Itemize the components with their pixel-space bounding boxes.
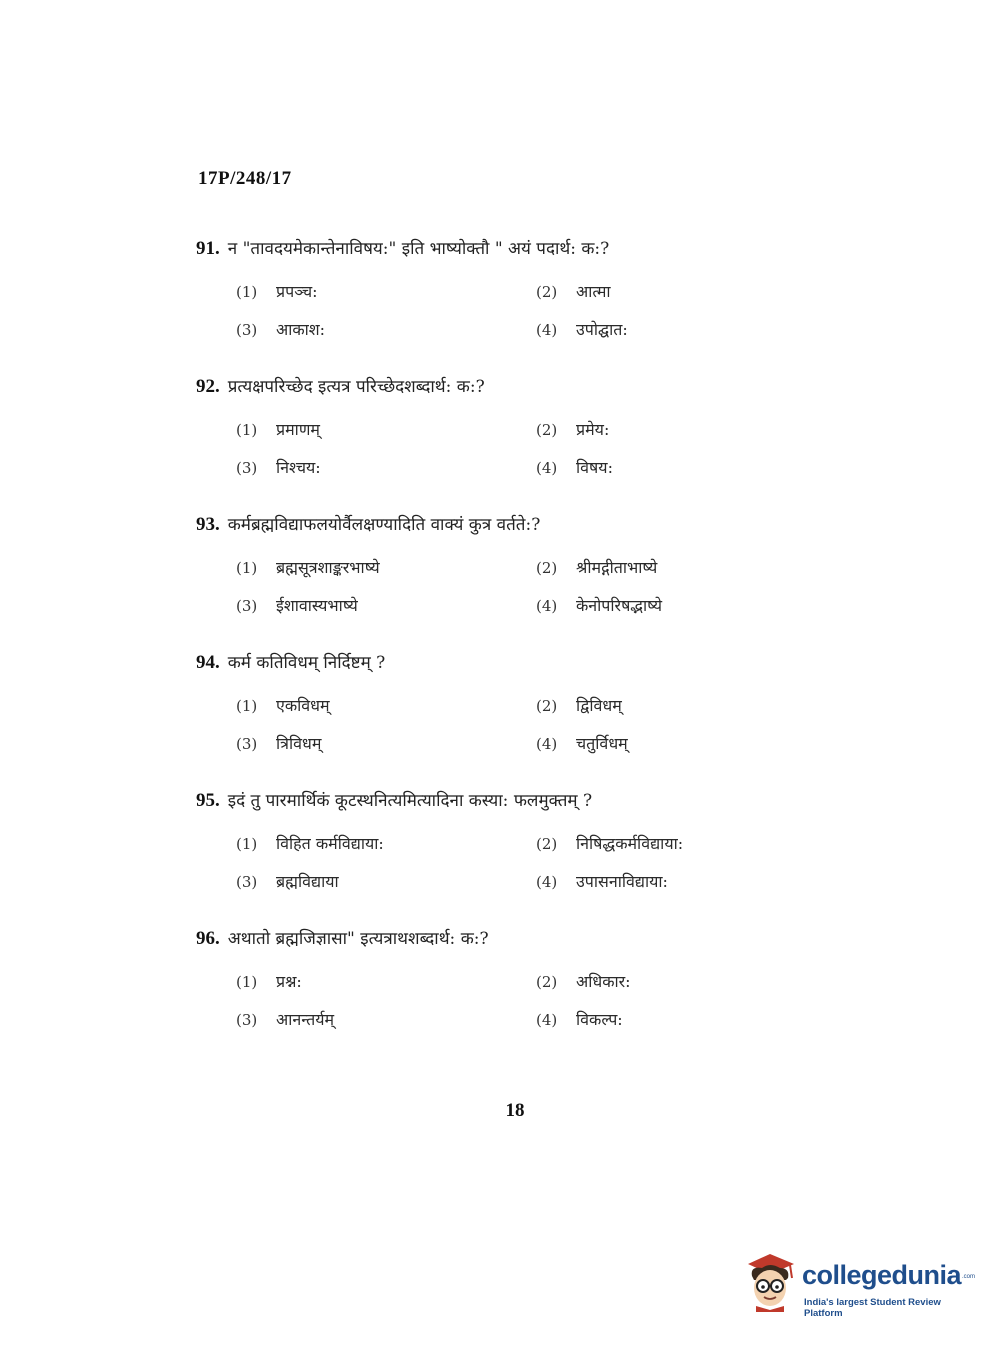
option-text: निश्चय: <box>276 458 321 477</box>
option-number: (2) <box>536 973 558 991</box>
option-text: आत्मा <box>576 282 611 301</box>
option-text: त्रिविधम् <box>276 734 322 753</box>
question-96 <box>196 926 756 1064</box>
option-text: ईशावास्यभाष्ये <box>276 596 358 615</box>
option-1 <box>236 418 320 440</box>
question-93 <box>196 512 756 650</box>
option-number: (4) <box>536 321 558 339</box>
option-text: चतुर्विधम् <box>576 734 628 753</box>
option-number: (3) <box>236 321 258 339</box>
option-text: विषय: <box>576 458 613 477</box>
option-1 <box>236 694 330 716</box>
option-2 <box>536 418 609 440</box>
question-91 <box>196 236 756 374</box>
option-text: प्रपञ्च: <box>276 282 318 301</box>
option-text: ब्रह्मसूत्रशाङ्करभाष्ये <box>276 558 380 577</box>
question-text: कर्म कतिविधम् निर्दिष्टम् ? <box>227 653 386 673</box>
option-number: (3) <box>236 459 258 477</box>
question-stem <box>196 512 540 536</box>
option-4 <box>536 594 662 616</box>
option-text: केनोपरिषद्भाष्ये <box>576 596 663 615</box>
option-3 <box>236 456 321 478</box>
option-text: उपोद्घात: <box>576 320 628 339</box>
option-text: एकविधम् <box>276 696 330 715</box>
question-95 <box>196 788 756 926</box>
question-stem <box>196 926 489 950</box>
option-text: प्रमेय: <box>576 420 610 439</box>
option-2 <box>536 280 611 302</box>
option-text: विकल्प: <box>576 1010 623 1029</box>
question-list <box>196 236 756 1064</box>
question-text: प्रत्यक्षपरिच्छेद इत्यत्र परिच्छेदशब्दार्थ: क:? <box>227 377 485 397</box>
option-number: (2) <box>536 559 558 577</box>
question-stem <box>196 788 592 812</box>
option-1 <box>236 970 302 992</box>
option-number: (3) <box>236 873 258 891</box>
option-text: ब्रह्मविद्याया <box>276 872 339 891</box>
option-2 <box>536 970 631 992</box>
option-4 <box>536 732 628 754</box>
option-number: (1) <box>236 697 258 715</box>
question-number: 91. <box>196 238 220 259</box>
option-3 <box>236 1008 334 1030</box>
question-stem <box>196 374 485 398</box>
option-number: (2) <box>536 283 558 301</box>
option-text: द्विविधम् <box>576 696 622 715</box>
watermark-tagline: India's largest Student Review Platform <box>804 1297 941 1319</box>
option-number: (1) <box>236 559 258 577</box>
option-1 <box>236 280 318 302</box>
option-text: प्रमाणम् <box>276 420 320 439</box>
question-number: 94. <box>196 652 220 673</box>
question-text: अथातो ब्रह्मजिज्ञासा" इत्यत्राथशब्दार्थ: क:? <box>227 929 489 949</box>
option-3 <box>236 732 321 754</box>
option-text: विहित कर्मविद्याया: <box>276 834 384 853</box>
option-number: (4) <box>536 459 558 477</box>
watermark-brand-name: collegedunia <box>802 1260 962 1290</box>
watermark-domain-suffix: .com <box>962 1274 976 1280</box>
option-number: (4) <box>536 873 558 891</box>
question-text: इदं तु पारमार्थिकं कूटस्थनित्यमित्यादिना कस्या: फलमुक्तम् ? <box>227 791 593 811</box>
collegedunia-watermark <box>740 1248 976 1319</box>
option-3 <box>236 318 325 340</box>
option-number: (1) <box>236 283 258 301</box>
option-text: आनन्तर्यम् <box>276 1010 335 1029</box>
question-number: 95. <box>196 790 220 811</box>
question-94 <box>196 650 756 788</box>
option-text: आकाश: <box>276 320 326 339</box>
option-text: उपासनाविद्याया: <box>576 872 668 891</box>
option-text: अधिकार: <box>576 972 631 991</box>
question-number: 96. <box>196 928 220 949</box>
option-number: (3) <box>236 597 258 615</box>
option-4 <box>536 456 613 478</box>
option-number: (2) <box>536 835 558 853</box>
question-number: 92. <box>196 376 220 397</box>
option-text: श्रीमद्गीताभाष्ये <box>576 558 658 577</box>
option-number: (1) <box>236 421 258 439</box>
question-stem <box>196 650 385 674</box>
question-stem <box>196 236 609 260</box>
option-4 <box>536 318 628 340</box>
option-number: (1) <box>236 835 258 853</box>
option-number: (2) <box>536 697 558 715</box>
option-2 <box>536 832 683 854</box>
option-3 <box>236 594 358 616</box>
option-number: (4) <box>536 1011 558 1029</box>
question-92 <box>196 374 756 512</box>
option-text: निषिद्धकर्मविद्याया: <box>576 834 684 853</box>
option-number: (3) <box>236 735 258 753</box>
option-number: (3) <box>236 1011 258 1029</box>
question-text: न "तावदयमेकान्तेनाविषय:" इति भाष्योक्तौ " अयं पदार्थ: क:? <box>227 239 610 259</box>
paper-code: 17P/248/17 <box>198 168 292 189</box>
option-1 <box>236 556 380 578</box>
option-4 <box>536 1008 623 1030</box>
question-text: कर्मब्रह्मविद्याफलयोर्वैलक्षण्यादिति वाक्यं कुत्र वर्तते:? <box>227 515 541 535</box>
option-1 <box>236 832 384 854</box>
option-2 <box>536 694 622 716</box>
option-number: (2) <box>536 421 558 439</box>
option-text: प्रश्न: <box>276 972 302 991</box>
mascot-logo-icon <box>740 1250 800 1312</box>
option-2 <box>536 556 657 578</box>
option-4 <box>536 870 668 892</box>
option-number: (4) <box>536 597 558 615</box>
page-number: 18 <box>505 1100 525 1121</box>
option-number: (4) <box>536 735 558 753</box>
option-3 <box>236 870 339 892</box>
option-number: (1) <box>236 973 258 991</box>
question-number: 93. <box>196 514 220 535</box>
